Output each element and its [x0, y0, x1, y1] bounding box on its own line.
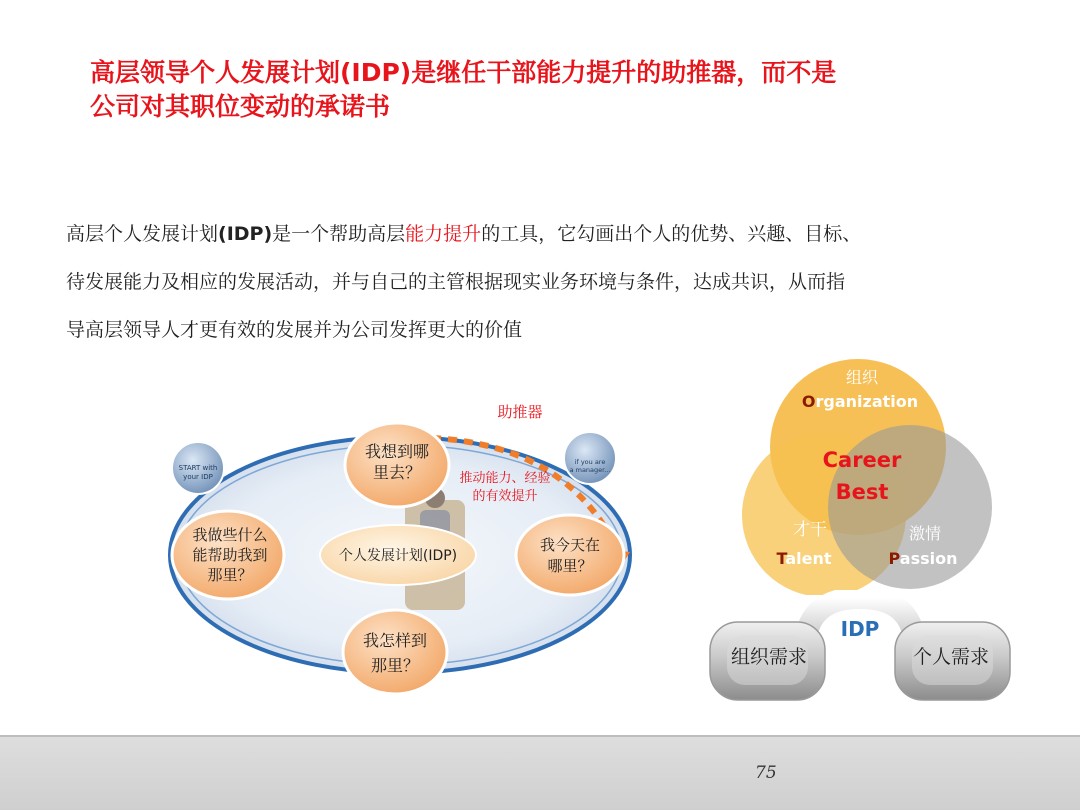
badge-left-text-1: START with	[178, 464, 218, 472]
svg-text:Talent	[776, 549, 831, 568]
footer-band	[0, 735, 1080, 810]
venn-passion-rest: assion	[899, 549, 958, 568]
title-line-1: 高层领导个人发展计划(IDP)是继任干部能力提升的助推器，而不是	[90, 58, 837, 87]
badge-left-text-2: your IDP	[183, 473, 213, 481]
body-line-3: 导高层领导人才更有效的发展并为公司发挥更大的价值	[66, 319, 523, 341]
bubble-what-to-do	[172, 511, 284, 599]
bubble-bottom-line-1: 我怎样到	[362, 631, 428, 650]
idp-cycle-diagram	[150, 390, 650, 725]
venn-talent-rest: alent	[785, 549, 832, 568]
body-line-2: 待发展能力及相应的发展活动，并与自己的主管根据现实业务环境与条件，达成共识，从而指	[66, 271, 846, 293]
needs-rings-diagram	[705, 590, 1015, 715]
idp-ring-label: IDP	[840, 617, 880, 641]
bubble-bottom-line-2: 那里？	[370, 656, 420, 675]
body-text-1c: 是一个帮助高层	[272, 223, 406, 245]
bubble-right-line-2: 哪里？	[547, 557, 593, 575]
venn-talent-cn: 才干	[793, 520, 827, 540]
badge-right-text-2: a manager...	[569, 466, 611, 474]
svg-text:Organization	[802, 392, 918, 411]
title-line-2: 公司对其职位变动的承诺书	[90, 92, 391, 121]
svg-text:Passion	[888, 549, 957, 568]
booster-label: 助推器	[497, 403, 543, 421]
badge-right-text-1: if you are	[574, 458, 606, 466]
bubble-left-line-3: 那里？	[207, 566, 253, 584]
bubble-where-today	[516, 515, 624, 595]
footer-divider	[0, 735, 1080, 737]
bubble-left-line-2: 能帮助我到	[192, 546, 268, 564]
bubble-right-line-1: 我今天在	[539, 536, 601, 554]
center-idp-label: 个人发展计划(IDP)	[338, 548, 458, 564]
venn-passion-initial: P	[888, 549, 900, 568]
annotation-line-1: 推动能力、经验	[459, 471, 551, 486]
body-paragraph	[66, 210, 1016, 354]
slide-title	[90, 56, 1010, 124]
start-idp-badge	[172, 442, 224, 494]
org-needs-label: 组织需求	[730, 646, 808, 668]
venn-passion-cn: 激情	[908, 524, 942, 543]
body-line-1	[66, 210, 1016, 258]
bubble-top-line-1: 我想到哪	[364, 442, 430, 461]
venn-org-initial: O	[801, 392, 816, 411]
body-text-1e: 的工具，它勾画出个人的优势、兴趣、目标、	[481, 223, 862, 245]
center-idp-oval	[320, 525, 476, 585]
bubble-left-line-1: 我做些什么	[192, 526, 268, 544]
body-text-1a: 高层个人发展计划	[66, 223, 219, 245]
body-text-1b: (IDP)	[218, 223, 273, 245]
career-text: Career	[822, 448, 902, 472]
manager-badge	[564, 432, 616, 484]
bubble-top-line-2: 里去？	[372, 463, 422, 482]
venn-org-rest: rganization	[815, 392, 919, 411]
body-highlight: 能力提升	[405, 223, 482, 245]
venn-org-cn: 组织	[845, 368, 879, 387]
personal-needs-label: 个人需求	[912, 646, 990, 668]
career-best-venn	[730, 355, 1000, 595]
best-text: Best	[835, 480, 889, 504]
venn-talent-initial: T	[776, 549, 786, 568]
annotation-line-2: 的有效提升	[472, 489, 538, 504]
bubble-how-to-get-there	[343, 610, 447, 694]
page-number: 75	[755, 763, 777, 783]
bubble-where-to-go	[345, 423, 449, 507]
